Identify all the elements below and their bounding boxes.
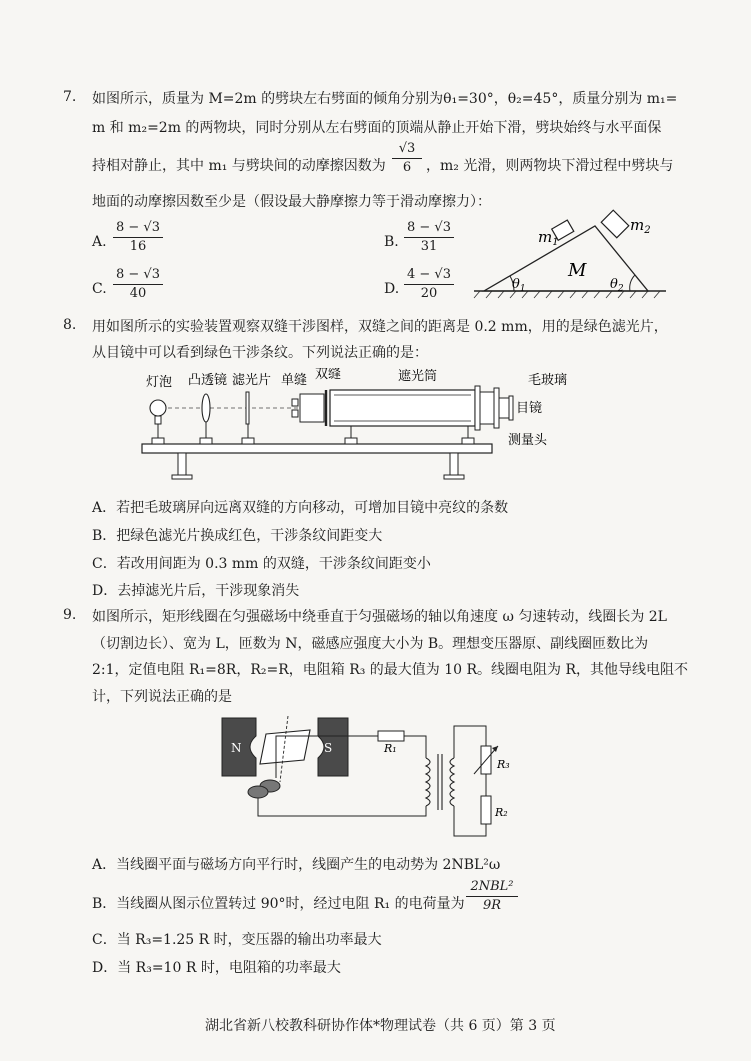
q7-option-c-label: C.: [92, 281, 107, 297]
label-m1: $m_1$: [538, 228, 559, 248]
q7-line-3b: ，m₂ 光滑，则两物块下滑过程中劈块与: [426, 158, 674, 174]
fraction-numerator: 2NBL²: [466, 878, 518, 897]
wire-to-primary-top: [404, 736, 426, 758]
measuring-head: [480, 392, 494, 424]
q8-apparatus-figure: [138, 368, 618, 494]
q9-line-2: （切割边长）、宽为 L，匝数为 N，磁感应强度大小为 B。理想变压器原、副线圈匝数比为: [92, 636, 649, 652]
q8-option-d: D．去掉滤光片后，干涉现象消失: [92, 583, 300, 599]
fraction-denominator: 31: [420, 239, 438, 254]
angle-arc-right: [630, 275, 635, 291]
q7-option-c-fraction: [113, 266, 163, 303]
page-footer: 湖北省新八校教科研协作体*物理试卷（共 6 页）第 3 页: [205, 1018, 556, 1034]
label-measuring-head: 测量头: [508, 433, 548, 448]
tube-foot-left: [345, 438, 357, 444]
q9-option-d: D．当 R₃=10 R 时，电阻箱的功率最大: [92, 960, 341, 976]
fraction-numerator: 8 − √3: [404, 219, 454, 238]
label-N: N: [231, 741, 242, 755]
fraction-numerator: 8 − √3: [113, 266, 163, 285]
fraction-denominator: 20: [420, 286, 438, 301]
label-m2: $m_2$: [630, 216, 651, 236]
slip-ring-2: [248, 786, 268, 798]
fraction-numerator: 4 − √3: [404, 266, 454, 285]
lamp-foot: [152, 438, 164, 444]
bench-foot-left: [172, 475, 192, 479]
q7-option-d-label: D.: [384, 281, 400, 297]
q8-number: 8.: [63, 317, 77, 333]
variable-arrowhead: [492, 746, 498, 752]
label-R3: R₃: [497, 758, 510, 771]
label-lamp: 灯泡: [146, 375, 173, 390]
filter-icon: [246, 392, 249, 424]
q7-wedge-figure: [470, 208, 670, 300]
optical-bench: [142, 444, 492, 453]
eyepiece-icon: [499, 398, 509, 418]
fraction-denominator: 16: [129, 239, 147, 254]
label-theta1: $\theta_1$: [512, 277, 526, 294]
q9-option-c: C．当 R₃=1.25 R 时，变压器的输出功率最大: [92, 932, 382, 948]
label-convex-lens: 凸透镜: [188, 373, 228, 388]
fraction-denominator: 40: [129, 286, 147, 301]
resistor-R1: [378, 731, 404, 741]
label-theta2: $\theta_2$: [610, 277, 624, 294]
q7-number: 7.: [63, 89, 77, 105]
label-M: M: [568, 260, 587, 281]
q8-option-c: C．若改用间距为 0.3 mm 的双缝，干涉条纹间距变小: [92, 556, 431, 572]
q7-option-a-label: A.: [92, 234, 107, 250]
label-tube: 遮光筒: [398, 369, 438, 384]
bench-leg-left: [178, 453, 186, 475]
tube-foot-right: [462, 438, 474, 444]
q7-friction-fraction: [392, 140, 422, 177]
secondary-coil: [450, 758, 454, 806]
q8-option-a: A．若把毛玻璃屏向远离双缝的方向移动，可增加目镜中亮纹的条数: [92, 500, 509, 516]
measuring-head-ring: [494, 388, 499, 428]
q9-option-a: A．当线圈平面与磁场方向平行时，线圈产生的电动势为 2NBL²ω: [92, 857, 501, 873]
label-R1: R₁: [384, 742, 397, 755]
label-eyepiece: 目镜: [516, 401, 543, 416]
q7-option-a-fraction: [113, 219, 163, 256]
eyepiece-rim: [509, 396, 513, 420]
ground-hatching: [474, 291, 660, 298]
q8-line-1: 用如图所示的实验装置观察双缝干涉图样，双缝之间的距离是 0.2 mm，用的是绿色滤光片，: [92, 319, 668, 335]
single-slit-top: [292, 399, 298, 406]
wire-bottom: [258, 798, 426, 816]
convex-lens-icon: [202, 394, 210, 422]
q7-option-b-label: B.: [384, 234, 399, 250]
double-slit-holder: [300, 394, 324, 422]
q8-line-2: 从目镜中可以看到绿色干涉条纹。下列说法正确的是：: [92, 345, 428, 361]
q7-line-4: 地面的动摩擦因数至少是（假设最大静摩擦力等于滑动摩擦力）：: [92, 194, 491, 210]
q7-option-d-fraction: [404, 266, 454, 303]
fraction-denominator: 6: [402, 160, 412, 175]
label-filter: 滤光片: [232, 373, 272, 388]
filter-foot: [242, 438, 254, 444]
rotating-coil: [260, 730, 310, 764]
bench-leg-right: [450, 453, 458, 475]
q7-line-1: 如图所示，质量为 M=2m 的劈块左右劈面的倾角分别为θ₁=30°，θ₂=45°，质量分别为 m₁=: [92, 91, 678, 107]
label-S: S: [324, 741, 333, 755]
lamp-icon: [150, 400, 166, 416]
q9-line-1: 如图所示，矩形线圈在匀强磁场中绕垂直于匀强磁场的轴以角速度 ω 匀速转动，线圈长为 2L: [92, 609, 667, 625]
q7-line-3a: 持相对静止，其中 m₁ 与劈块间的动摩擦因数为: [92, 158, 386, 174]
single-slit-bottom: [292, 410, 298, 417]
fraction-numerator: √3: [392, 140, 422, 159]
label-ground-glass: 毛玻璃: [528, 373, 568, 388]
lamp-base: [155, 416, 161, 424]
label-double-slit: 双缝: [315, 368, 342, 382]
q8-option-b: B．把绿色滤光片换成红色，干涉条纹间距变大: [92, 528, 383, 544]
q7-line-2: m 和 m₂=2m 的两物块，同时分别从左右劈面的顶端从静止开始下滑，劈块始终与水平面保: [92, 120, 662, 136]
q9-line-4: 计，下列说法正确的是: [92, 689, 232, 705]
block-m2: [601, 210, 629, 238]
label-R2: R₂: [495, 806, 508, 819]
label-single-slit: 单缝: [281, 373, 308, 388]
magnet-south: [318, 718, 348, 776]
fraction-denominator: 9R: [482, 898, 502, 913]
resistor-R2: [481, 796, 491, 824]
ground-glass-screen: [475, 386, 480, 430]
q9-number: 9.: [63, 607, 77, 623]
q9-line-3: 2:1，定值电阻 R₁=8R，R₂=R，电阻箱 R₃ 的最大值为 10 R。线圈电阻为 R，其他导线电阻不: [92, 662, 689, 678]
q7-option-b-fraction: [404, 219, 454, 256]
lens-foot: [200, 438, 212, 444]
q9-option-b-text: B．当线圈从图示位置转过 90°时，经过电阻 R₁ 的电荷量为: [92, 896, 465, 912]
q9-option-b-fraction: [466, 878, 518, 915]
primary-coil: [426, 758, 430, 806]
fraction-numerator: 8 − √3: [113, 219, 163, 238]
q9-circuit-figure: [218, 712, 518, 850]
bench-foot-right: [444, 475, 464, 479]
